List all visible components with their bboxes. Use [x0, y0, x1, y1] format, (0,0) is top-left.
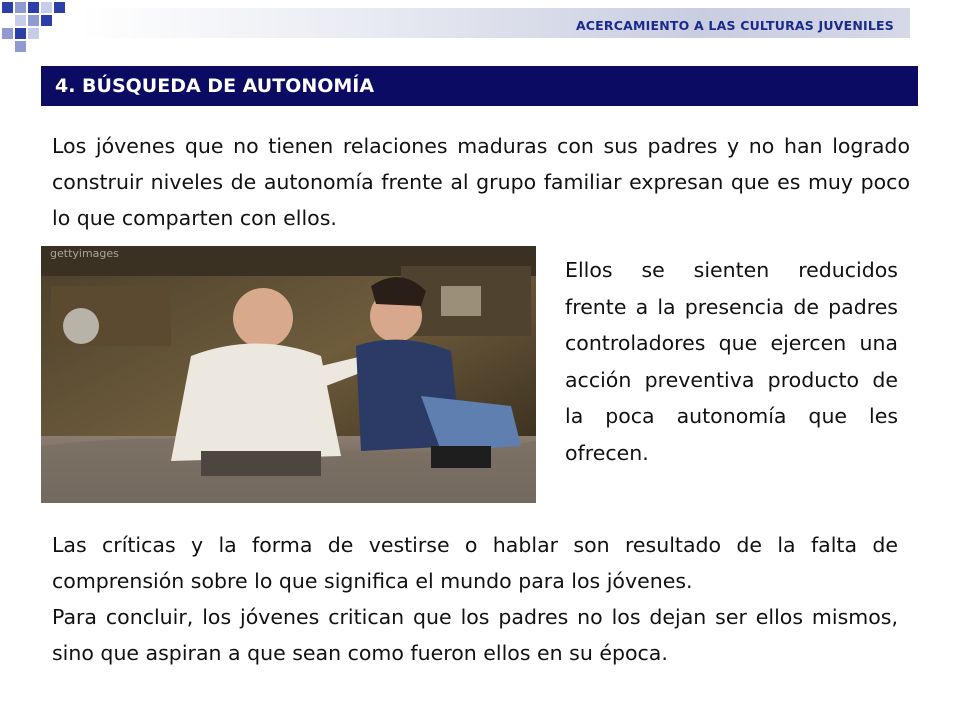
square-5	[54, 2, 65, 13]
decorative-squares-logo	[0, 0, 80, 60]
paragraph-final: Para concluir, los jóvenes critican que los padres no los dejan ser ellos mismos, sino que aspiran a que sean como fueron ellos en su época.	[52, 605, 898, 665]
square-9	[2, 28, 13, 39]
banner-title: ACERCAMIENTO A LAS CULTURAS JUVENILES	[575, 18, 894, 33]
square-11	[28, 28, 39, 39]
paragraph-controlling-parents: Ellos se sienten reducidos frente a la presencia de padres controladores que ejercen una acción preventiva producto de la poca autonomía que les ofrecen.	[565, 258, 898, 465]
photo-watermark: gettyimages	[50, 247, 119, 260]
square-4	[41, 2, 52, 13]
father-son-photo	[41, 246, 536, 503]
paragraph-relations: Los jóvenes que no tienen relaciones maduras con sus padres y no han logrado construir niveles de autonomía frente al grupo familiar expresan que es muy poco lo que comparten con ellos.	[52, 134, 910, 230]
square-8	[41, 15, 52, 26]
paragraph-criticism: Las críticas y la forma de vestirse o hablar son resultado de la falta de comprensión sobre lo que significa el mundo para los jóvenes.	[52, 533, 898, 593]
square-1	[2, 2, 13, 13]
section-title: 4. BÚSQUEDA DE AUTONOMÍA	[55, 75, 375, 97]
square-3	[28, 2, 39, 13]
square-2	[15, 2, 26, 13]
square-6	[15, 15, 26, 26]
square-10	[15, 28, 26, 39]
square-12	[15, 41, 26, 52]
square-7	[28, 15, 39, 26]
paragraph-conclusion	[52, 527, 898, 671]
